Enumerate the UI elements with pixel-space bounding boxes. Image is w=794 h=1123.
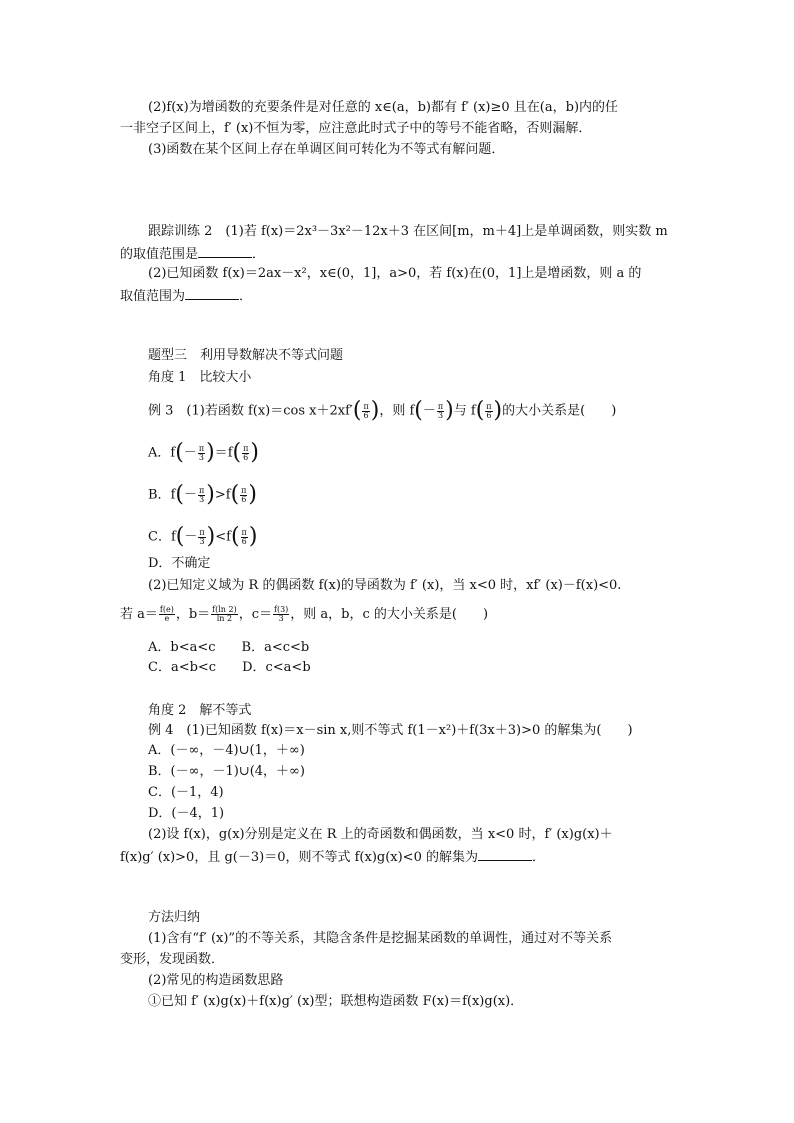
paren: ) — [493, 398, 503, 423]
text: 与 f — [453, 403, 476, 419]
text-line: f(x)g′ (x)>0，且 g(－3)＝0，则不等式 f(x)g(x)<0 的解集为 ． — [120, 850, 545, 865]
text-line: 变形，发现函数． — [120, 952, 225, 967]
paren: ( — [352, 398, 362, 423]
paren: ( — [475, 398, 485, 423]
subsection-title: 角度 2 解不等式 — [148, 703, 252, 718]
fraction: $\frac{\pi}{6}$ — [486, 401, 492, 420]
fraction: $\frac{f(3)}{3}$ — [273, 605, 289, 623]
example-line: 例 4 (1)已知函数 f(x)＝x－sin x,则不等式 f(1－x²)＋f(3x＋3)>0 的解集为( ) — [148, 723, 633, 738]
exercise-line — [120, 287, 252, 305]
text: ． — [239, 289, 253, 304]
exercise-line: 跟踪训练 2 (1)若 f(x)＝2x³－3x²－12x＋3 在区间[m，m＋4]上是单调函数，则实数 m — [148, 224, 668, 239]
fraction: $\frac{\pi}{6}$ — [363, 401, 369, 420]
exercise-line — [120, 245, 265, 263]
paren: ) — [445, 398, 454, 423]
option-a: A．f(－ $\frac{\pi}{3}$ )＝f( $\frac{\pi}{6}$ ) — [148, 440, 259, 465]
exercise-line: (2)已知函数 f(x)＝2ax－x²，x∈(0，1]，a>0，若 f(x)在(0，1]上是增函数，则 a 的 — [148, 266, 642, 281]
text-line: ①已知 f′ (x)g(x)＋f(x)g′ (x)型；联想构造函数 F(x)＝f(x)g(x)． — [148, 994, 524, 1009]
text: ，则 f — [379, 403, 415, 419]
text-line: (2)已知定义域为 R 的偶函数 f(x)的导函数为 f′ (x)，当 x<0 时，xf′ (x)－f(x)<0. — [148, 578, 622, 593]
option-b: B．(－∞，－1)∪(4，＋∞) — [148, 764, 305, 779]
text: 取值范围为 — [120, 289, 186, 304]
text-line: 若 a＝ $\frac{f(e)}{e}$ ，b＝ $\frac{f(\ln 2)}{\ln 2}$ ，c＝ $\frac{f(3)}{3}$ ，则 a，b，c 的大小关系是( ) — [120, 605, 489, 623]
text-line: (1)含有“f′ (x)”的不等关系，其隐含条件是挖掘某函数的单调性，通过对不等关系 — [148, 931, 613, 946]
option-d: D．不确定 — [148, 556, 211, 571]
text-line: (2)常见的构造函数思路 — [148, 973, 284, 988]
option-line: C．a<b<c D．c<a<b — [148, 660, 311, 675]
text: 的大小关系是( ) — [502, 403, 617, 419]
answer-blank — [478, 848, 532, 861]
subsection-title: 角度 1 比较大小 — [148, 370, 252, 385]
example-line — [148, 400, 616, 422]
text: － — [422, 403, 436, 419]
text: 的取值范围是 — [120, 247, 199, 262]
text-line: (2)f(x)为增函数的充要条件是对任意的 x∈(a，b)都有 f′ (x)≥0 且在(a，b)内的任 — [148, 100, 619, 115]
option-d: D．(－4，1) — [148, 806, 225, 821]
section-title: 题型三 利用导数解决不等式问题 — [148, 348, 344, 363]
text-line: 一非空子区间上，f′ (x)不恒为零，应注意此时式子中的等号不能省略，否则漏解． — [120, 121, 592, 136]
answer-blank — [198, 245, 252, 258]
text-line: (2)设 f(x)，g(x)分别是定义在 R 上的奇函数和偶函数，当 x<0 时，f′ (x)g(x)＋ — [148, 827, 613, 842]
text-line: (3)函数在某个区间上存在单调区间可转化为不等式有解问题． — [148, 142, 505, 157]
fraction: $\frac{f(e)}{e}$ — [159, 605, 174, 623]
option-a: A．(－∞，－4)∪(1，＋∞) — [148, 743, 305, 758]
answer-blank — [185, 287, 239, 300]
fraction: $\frac{\pi}{3}$ — [437, 401, 444, 420]
text: 例 3 (1)若函数 f(x)＝cos x＋2xf′ — [148, 403, 353, 419]
fraction: $\frac{f(\ln 2)}{\ln 2}$ — [212, 605, 237, 623]
text: ． — [252, 247, 266, 262]
option-c: C．(－1，4) — [148, 785, 224, 800]
paren: ) — [370, 398, 380, 423]
option-c: C．f(－ $\frac{\pi}{3}$ )<f( $\frac{\pi}{6}$ ) — [148, 524, 258, 549]
option-line: A．b<a<c B．a<c<b — [148, 640, 310, 655]
paren: ( — [414, 398, 423, 423]
section-title: 方法归纳 — [148, 910, 201, 925]
option-b: B．f(－ $\frac{\pi}{3}$ )>f( $\frac{\pi}{6}$ ) — [148, 482, 258, 507]
